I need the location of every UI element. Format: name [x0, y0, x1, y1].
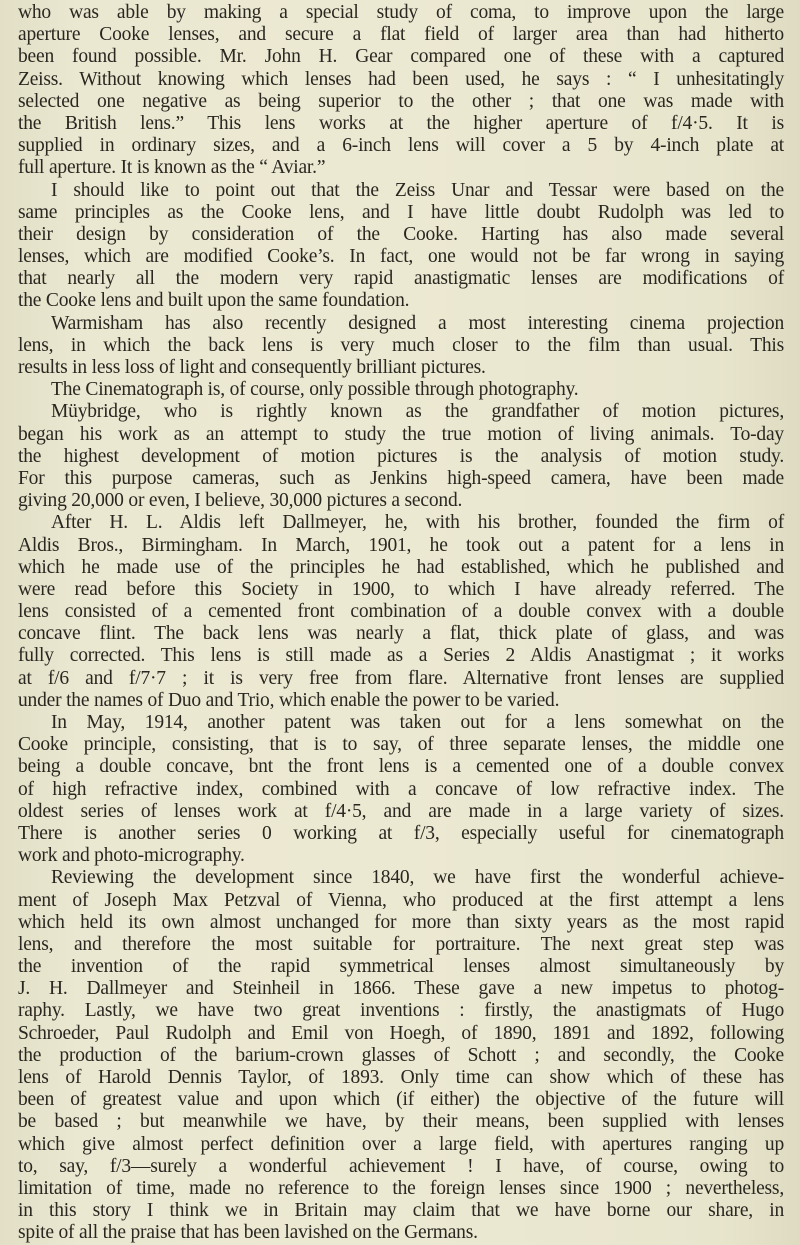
text-line: The Cinematograph is, of course, only possible through photography.: [51, 379, 579, 401]
text-line: oldest series of lenses work at f/4·5, and are made in a large variety of sizes.: [18, 800, 784, 822]
document-page: [18, 2, 784, 1245]
text-line: Aldis Bros., Birmingham. In March, 1901, he took out a patent for a lens in: [18, 534, 784, 556]
text-line: of high refractive index, combined with a concave of low refractive index. The: [18, 778, 784, 800]
text-line: which held its own almost unchanged for more than sixty years as the most rapid: [18, 911, 784, 933]
text-line: which give almost perfect definition over a large field, with apertures ranging up: [18, 1133, 784, 1155]
text-line: After H. L. Aldis left Dallmeyer, he, with his brother, founded the firm of: [51, 512, 784, 534]
text-line: same principles as the Cooke lens, and I have little doubt Rudolph was led to: [18, 201, 784, 223]
text-line: lens of Harold Dennis Taylor, of 1893. Only time can show which of these has: [18, 1067, 784, 1088]
text-line: For this purpose cameras, such as Jenkins high-speed camera, have been made: [18, 467, 784, 489]
text-line: were read before this Society in 1900, to which I have already referred. The: [18, 578, 784, 600]
text-line: giving 20,000 or even, I believe, 30,000 pictures a second.: [18, 490, 463, 512]
text-line: been found possible. Mr. John H. Gear compared one of these with a captured: [18, 46, 784, 68]
text-line: Warmisham has also recently designed a most interesting cinema projection: [51, 312, 784, 334]
text-line: lens consisted of a cemented front combination of a double convex with a double: [18, 601, 784, 623]
text-line: the production of the barium-crown glasses of Schott ; and secondly, the Cooke: [18, 1044, 784, 1066]
text-line: been of greatest value and upon which (if either) the objective of the future will: [18, 1089, 784, 1111]
text-line: the invention of the rapid symmetrical lenses almost simultaneously by: [18, 956, 784, 978]
text-line: In May, 1914, another patent was taken out for a lens somewhat on the: [51, 712, 784, 733]
text-line: selected one negative as being superior to the other ; that one was made with: [18, 90, 784, 112]
text-line: the British lens.” This lens works at the higher aperture of f/4·5. It is: [18, 112, 784, 134]
text-line: supplied in ordinary sizes, and a 6-inch lens will cover a 5 by 4-inch plate at: [18, 135, 784, 157]
text-line: work and photo-micrography.: [18, 845, 245, 867]
text-line: their design by consideration of the Cooke. Harting has also made several: [18, 223, 784, 245]
text-line: J. H. Dallmeyer and Steinheil in 1866. These gave a new impetus to photog-: [18, 978, 784, 1000]
text-line: began his work as an attempt to study the true motion of living animals. To-day: [18, 423, 784, 445]
text-line: under the names of Duo and Trio, which enable the power to be varied.: [18, 689, 560, 711]
text-line: ment of Joseph Max Petzval of Vienna, who produced at the first attempt a lens: [18, 889, 784, 911]
text-line: be based ; but meanwhile we have, by their means, been supplied with lenses: [18, 1111, 784, 1133]
text-line: full aperture. It is known as the “ Aviar.”: [18, 157, 326, 179]
text-line: in this story I think we in Britain may claim that we have borne our share, in: [18, 1200, 784, 1222]
text-line: Müybridge, who is rightly known as the grandfather of motion pictures,: [51, 401, 784, 423]
text-line: I should like to point out that the Zeiss Unar and Tessar were based on the: [51, 179, 784, 201]
text-line: Reviewing the development since 1840, we have first the wonderful achieve-: [51, 867, 784, 889]
text-line: aperture Cooke lenses, and secure a flat field of larger area than had hitherto: [18, 24, 784, 46]
text-line: lenses, which are modified Cooke’s. In fact, one would not be far wrong in saying: [18, 246, 784, 268]
text-line: at f/6 and f/7·7 ; it is very free from flare. Alternative front lenses are supplied: [18, 667, 784, 689]
text-line: the highest development of motion pictures is the analysis of motion study.: [18, 445, 784, 467]
text-line: the Cooke lens and built upon the same foundation.: [18, 290, 410, 312]
text-line: There is another series 0 working at f/3, especially useful for cinematograph: [18, 822, 784, 844]
text-line: that nearly all the modern very rapid anastigmatic lenses are modifications of: [18, 268, 784, 290]
text-line: raphy. Lastly, we have two great inventions : firstly, the anastigmats of Hugo: [18, 1000, 784, 1022]
text-line: spite of all the praise that has been lavished on the Germans.: [18, 1222, 478, 1244]
text-line: lens, and therefore the most suitable for portraiture. The next great step was: [18, 933, 784, 955]
text-line: which he made use of the principles he had established, which he published and: [18, 556, 784, 578]
text-line: to, say, f/3—surely a wonderful achievement ! I have, of course, owing to: [18, 1155, 784, 1177]
text-line: limitation of time, made no reference to the foreign lenses since 1900 ; nevertheless,: [18, 1177, 784, 1199]
text-line: Schroeder, Paul Rudolph and Emil von Hoegh, of 1890, 1891 and 1892, following: [18, 1022, 784, 1044]
text-line: Cooke principle, consisting, that is to say, of three separate lenses, the middle one: [18, 734, 784, 756]
text-line: who was able by making a special study of coma, to improve upon the large: [18, 2, 784, 23]
text-line: being a double concave, bnt the front lens is a cemented one of a double convex: [18, 756, 784, 778]
text-line: lens, in which the back lens is very much closer to the film than usual. This: [18, 334, 784, 356]
text-line: fully corrected. This lens is still made as a Series 2 Aldis Anastigmat ; it works: [18, 645, 784, 667]
text-line: concave flint. The back lens was nearly a flat, thick plate of glass, and was: [18, 623, 784, 645]
text-line: results in less loss of light and consequently brilliant pictures.: [18, 357, 486, 378]
text-line: Zeiss. Without knowing which lenses had been used, he says : “ I unhesitatingly: [18, 68, 784, 90]
